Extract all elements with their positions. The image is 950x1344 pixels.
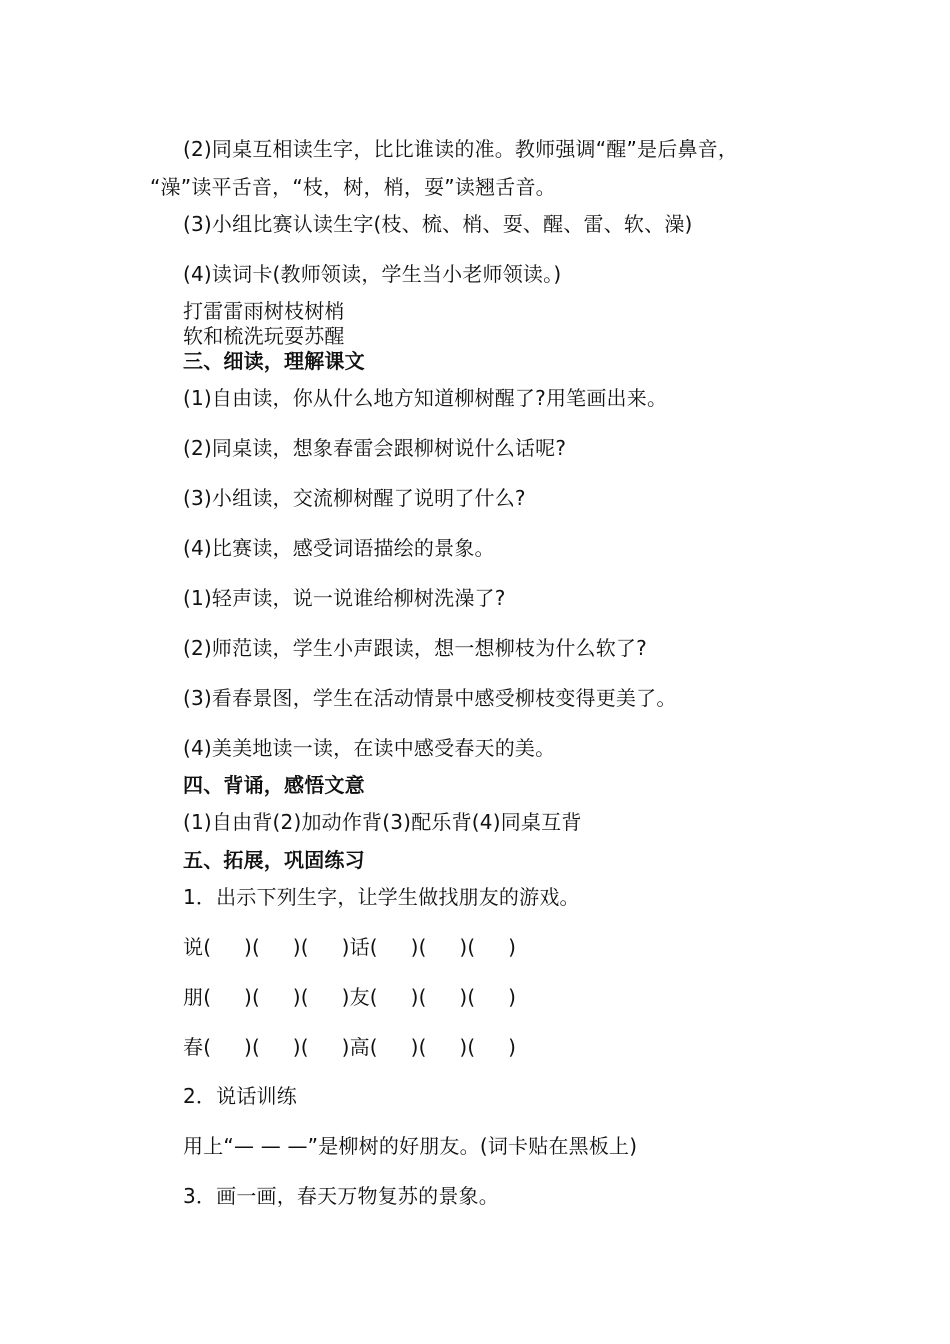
- section5-item3: 3．画一画，春天万物复苏的景象。: [183, 1184, 499, 1208]
- word-list-line1: 打雷雷雨树枝树梢: [183, 299, 345, 323]
- section3-item: (2)同桌读，想象春雷会跟柳树说什么话呢?: [183, 436, 567, 460]
- paragraph-item2-line1: (2)同桌互相读生字，比比谁读的准。教师强调“醒”是后鼻音，: [183, 137, 739, 161]
- section-heading-3: 三、细读，理解课文: [183, 349, 365, 373]
- section5-item1: 1．出示下列生字，让学生做找朋友的游戏。: [183, 885, 580, 909]
- section3-item: (3)看春景图，学生在活动情景中感受柳枝变得更美了。: [183, 686, 677, 710]
- paragraph-item4: (4)读词卡(教师领读，学生当小老师领读。): [183, 262, 562, 286]
- section-heading-5: 五、拓展，巩固练习: [183, 848, 365, 872]
- section3-item: (1)自由读，你从什么地方知道柳树醒了?用笔画出来。: [183, 386, 668, 410]
- section5-item2: 2．说话训练: [183, 1084, 297, 1108]
- section-heading-4: 四、背诵，感悟文意: [183, 773, 365, 797]
- paragraph-item2-line2: “澡”读平舌音，“枝，树，梢，耍”读翘舌音。: [150, 175, 556, 199]
- section3-item: (2)师范读，学生小声跟读，想一想柳枝为什么软了?: [183, 636, 647, 660]
- exercise-row: 朋( )( )( )友( )( )( ): [183, 985, 517, 1009]
- section3-item: (4)美美地读一读，在读中感受春天的美。: [183, 736, 556, 760]
- exercise-row: 说( )( )( )话( )( )( ): [183, 935, 517, 959]
- section4-items: (1)自由背(2)加动作背(3)配乐背(4)同桌互背: [183, 810, 582, 834]
- section3-item: (1)轻声读，说一说谁给柳树洗澡了?: [183, 586, 506, 610]
- word-list-line2: 软和梳洗玩耍苏醒: [183, 324, 345, 348]
- section5-item2-detail: 用上“— — —”是柳树的好朋友。(词卡贴在黑板上): [183, 1134, 638, 1158]
- section3-item: (3)小组读，交流柳树醒了说明了什么?: [183, 486, 526, 510]
- paragraph-item3: (3)小组比赛认读生字(枝、梳、梢、耍、醒、雷、软、澡): [183, 212, 693, 236]
- exercise-row: 春( )( )( )高( )( )( ): [183, 1035, 517, 1059]
- section3-item: (4)比赛读，感受词语描绘的景象。: [183, 536, 495, 560]
